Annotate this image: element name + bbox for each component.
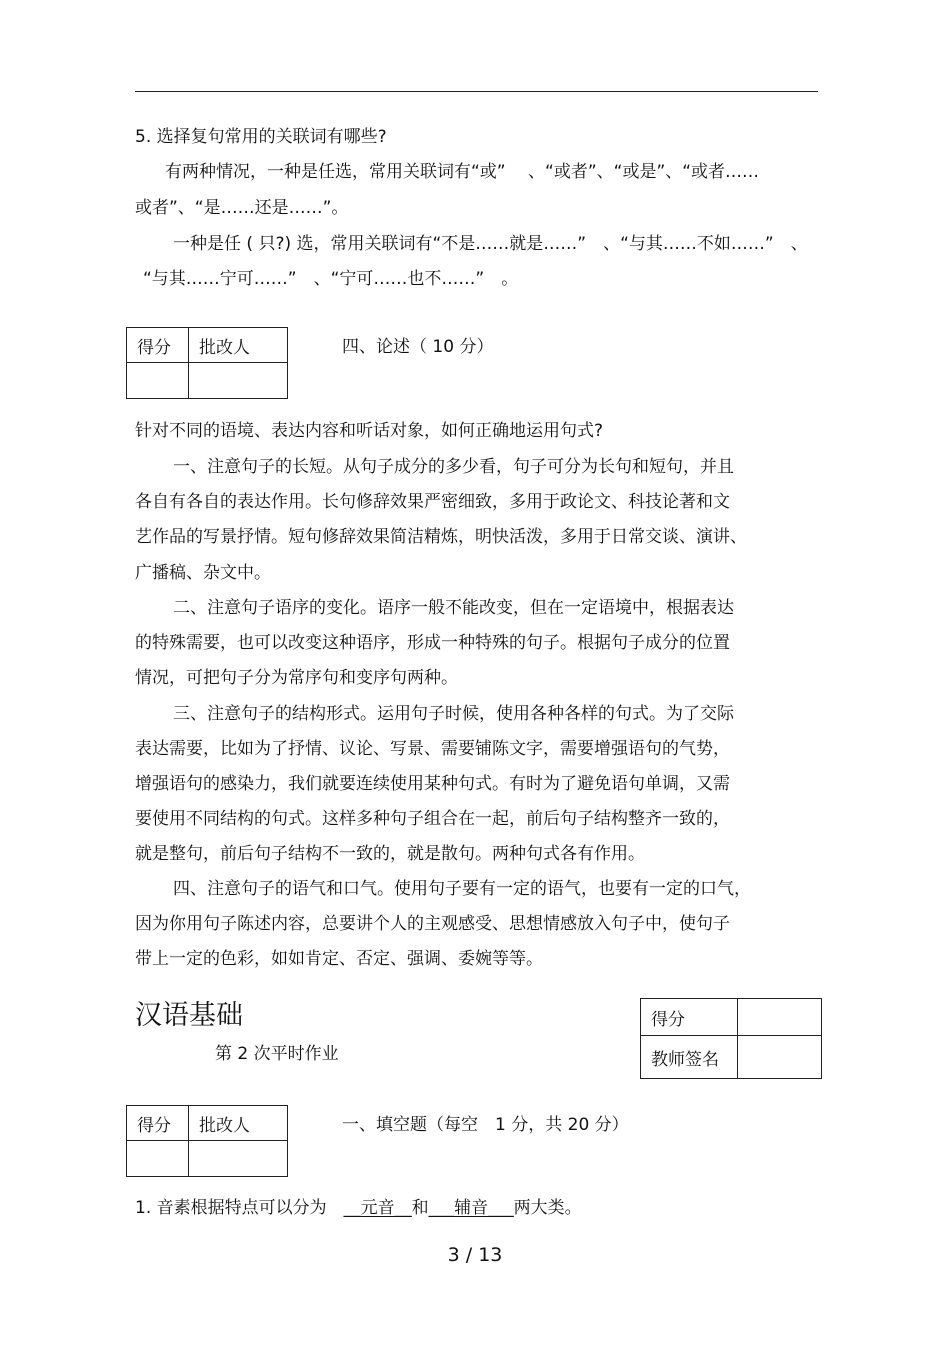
essay-line: 广播稿、杂文中。: [135, 563, 271, 583]
essay-line: 四、注意句子的语气和口气。使用句子要有一定的语气，也要有一定的口气，: [173, 879, 751, 899]
answer-blank-1: __元音__: [343, 1198, 412, 1218]
essay-line: 情况，可把句子分为常序句和变序句两种。: [135, 668, 458, 688]
essay-line: 要使用不同结构的句式。这样多种句子组合在一起，前后句子结构整齐一致的，: [135, 809, 730, 829]
q5-line-2: 或者”、“是……还是……”。: [135, 198, 349, 218]
essay-line: 二、注意句子语序的变化。语序一般不能改变，但在一定语境中，根据表达: [173, 598, 734, 618]
score-cell: [127, 1141, 189, 1177]
essay-line: 就是整句，前后句子结构不一致的，就是散句。两种句式各有作用。: [135, 844, 645, 864]
teacher-signature-label: 教师签名: [641, 1036, 738, 1079]
section-1-heading: 一、填空题（每空 1 分，共 20 分）: [342, 1115, 629, 1135]
score-box-1: [126, 327, 288, 399]
assignment-subtitle: 第 2 次平时作业: [215, 1044, 339, 1064]
teacher-signature-cell: [738, 1036, 822, 1079]
essay-line: 各自有各自的表达作用。长句修辞效果严密细致，多用于政论文、科技论著和文: [135, 492, 730, 512]
teacher-score-cell: [738, 999, 822, 1036]
q5-line-4: “与其……宁可……” 、“宁可……也不……” 。: [143, 269, 519, 289]
essay-line: 表达需要，比如为了抒情、议论、写景、需要铺陈文字，需要增强语句的气势，: [135, 739, 730, 759]
page-number: 3 / 13: [447, 1244, 503, 1266]
essay-line: 增强语句的感染力，我们就要连续使用某种句式。有时为了避免语句单调，又需: [135, 774, 730, 794]
header-rule: [135, 91, 818, 92]
answer-2: 辅音: [454, 1198, 489, 1218]
teacher-score-label: 得分: [641, 999, 738, 1036]
score-label: 得分: [127, 328, 189, 363]
answer-1: 元音: [360, 1198, 395, 1218]
section-4-question: 针对不同的语境、表达内容和听话对象，如何正确地运用句式?: [135, 421, 604, 441]
essay-line: 艺作品的写景抒情。短句修辞效果简洁精炼，明快活泼，多用于日常交谈、演讲、: [135, 527, 747, 547]
essay-line: 的特殊需要，也可以改变这种语序，形成一种特殊的句子。根据句子成分的位置: [135, 633, 730, 653]
score-label: 得分: [127, 1106, 189, 1141]
question-text: 两大类。: [513, 1198, 582, 1218]
teacher-score-box: [640, 998, 822, 1079]
question-text: 和: [411, 1198, 429, 1218]
grader-cell: [189, 1141, 288, 1177]
fill-question-1: [135, 1197, 582, 1219]
q5-line-1: 有两种情况，一种是任选，常用关联词有“或” 、“或者”、“或是”、“或者……: [165, 162, 760, 182]
section-4-heading: 四、论述（ 10 分）: [342, 337, 494, 357]
essay-line: 因为你用句子陈述内容，总要讲个人的主观感受、思想情感放入句子中，使句子: [135, 914, 730, 934]
q5-line-3: 一种是任 ( 只?) 选，常用关联词有“不是……就是……” 、“与其……不如……” 、: [173, 234, 808, 254]
grader-label: 批改人: [189, 1106, 288, 1141]
essay-line: 一、注意句子的长短。从句子成分的多少看，句子可分为长句和短句，并且: [173, 457, 734, 477]
grader-label: 批改人: [189, 328, 288, 363]
essay-line: 三、注意句子的结构形式。运用句子时候，使用各种各样的句式。为了交际: [173, 704, 734, 724]
answer-blank-2: ___辅音___: [428, 1198, 514, 1218]
essay-line: 带上一定的色彩，如如肯定、否定、强调、委婉等等。: [135, 949, 543, 969]
question-text: 1. 音素根据特点可以分为: [135, 1198, 344, 1218]
grader-cell: [189, 363, 288, 399]
score-box-2: [126, 1105, 288, 1177]
course-title: 汉语基础: [135, 1000, 243, 1031]
score-cell: [127, 363, 189, 399]
q5-title: 5. 选择复句常用的关联词有哪些?: [135, 127, 387, 147]
